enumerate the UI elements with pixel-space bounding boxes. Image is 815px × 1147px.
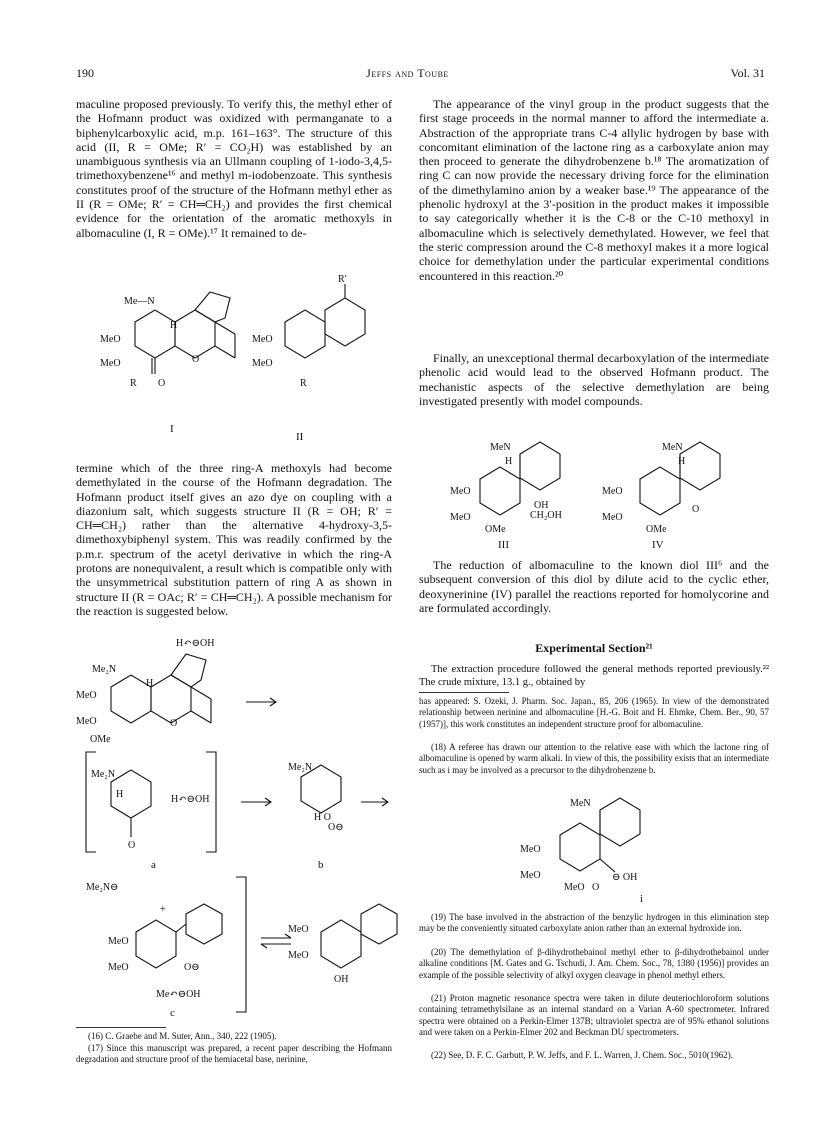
footnote-rule-right — [419, 692, 509, 693]
caption-III: III — [498, 539, 509, 551]
me-n-label-I: Me—N — [124, 296, 155, 307]
meo-label-III-1: MeO — [450, 486, 471, 497]
me-oh-label-c: Me↶⊖OH — [156, 989, 201, 1000]
me2n-label-row1: Me₂N — [92, 664, 117, 675]
me2n-label-a: Me₂N — [91, 769, 116, 780]
structure-II — [252, 274, 365, 443]
h-label-a: H — [116, 789, 124, 800]
meo-label-i-2: MeO — [520, 870, 541, 881]
plus-label: + — [160, 904, 166, 915]
o-carbonyl-label-I: O — [158, 378, 166, 389]
meo-label-III-2: MeO — [450, 512, 471, 523]
men-label-III: MeN — [490, 442, 511, 453]
meo-label-product-1: MeO — [288, 924, 309, 935]
o-label-a: O — [128, 840, 136, 851]
o-label-I: O — [192, 354, 200, 365]
structure-III — [450, 442, 562, 551]
structures-I-II — [100, 274, 400, 452]
footnote-19: (19) The base involved in the abstraction of the benzylic hydrogen in this elimination step may be the conveniently situated carboxylate anion rather than an external hydroxide ion. — [419, 912, 769, 934]
footnote-16: (16) C. Graebe and M. Suter, Ann., 340, 222 (1905). — [88, 1031, 277, 1041]
ome-label-III: OMe — [485, 524, 506, 535]
oh-label-III: OH — [534, 500, 549, 511]
meo-label-c-1: MeO — [108, 936, 129, 947]
scheme-row-3 — [86, 877, 397, 1019]
footnote-21: (21) Proton magnetic resonance spectra were taken in dilute deuteriochloroform solutions containing tetramethylsilane as an internal standard on a Varian A-60 spectrometer. Infrared spectra were obtained on a Perkin-Elmer 137B; ultraviolet spectra are of 95% ethanol solutions and were taken on a Perkin-Elmer 202 and Beckman DU spectrometers. — [419, 993, 769, 1037]
caption-I: I — [170, 423, 174, 435]
o-label-i: O — [592, 882, 600, 893]
meo-label-row1-1: MeO — [76, 690, 97, 701]
footnote-18: (18) A referee has drawn our attention to the relative ease with which the lactone ring of albomaculine is opened by warm alkali. In view of this, the possibility exists that an intermediate such as i may be involved as a precursor to the dihydrobenzene b. — [419, 742, 769, 775]
r-prime-label-II: R′ — [338, 274, 347, 285]
structures-III-IV — [430, 434, 760, 554]
structure-i — [520, 790, 720, 905]
men-label-IV: MeN — [662, 442, 683, 453]
right-paragraph-1: The appearance of the vinyl group in the product suggests that the first stage proceeds in the normal manner to afford the intermediate a. Abstraction of the appropriate trans C-4 allylic hydrogen by base with concomitant elimination of the lactone ring as a carboxylate anion may then proceed to generate the dihydrobenzene b.¹⁸ The aromatization of ring C can now provide the necessary driving force for the elimination of the dimethylamino anion by a weaker base.¹⁹ The appearance of the phenolic hydroxyl at the 3′-position in the product makes it impossible to say categorically whether it is the C-8 or the C-10 methoxyl in albomaculine which is selectively demethylated. However, we feel that the steric compression around the C-8 methoxyl makes it a more logical choice for demethylation under the particular experimental conditions encountered in this reaction.²⁰ — [419, 97, 769, 283]
meo-label-i-1: MeO — [520, 844, 541, 855]
right-paragraph-2: Finally, an unexceptional thermal decarboxylation of the intermediate phenolic acid would lead to the observed Hofmann product. The mechanistic aspects of the selective demethylation are being investigated presently with model compounds. — [419, 351, 769, 408]
footnote-17-continued: has appeared: S. Ozeki, J. Pharm. Soc. Japan., 85, 206 (1965). In view of the demonstrated relationship between nerinine and albomaculine [H.-G. Boit and H. Ehmke, Chem. Ber., 90, 57 (1957)], this work constitutes an independent structure proof for albomaculine. — [419, 696, 769, 729]
meo-label-product-2: MeO — [288, 950, 309, 961]
ch2oh-label-III: CH₂OH — [530, 510, 562, 521]
h-label-IV: H — [678, 456, 686, 467]
meo-label-II-1: MeO — [252, 334, 273, 345]
ho-label-b: H O — [314, 812, 331, 823]
men-label-i: MeN — [570, 798, 591, 809]
o-label-row1: O — [170, 718, 178, 729]
caption-II: II — [296, 431, 304, 443]
ome-label-IV: OMe — [646, 524, 667, 535]
meo-label-I-1: MeO — [100, 334, 121, 345]
meo-label-i-3: MeO — [564, 882, 585, 893]
ome-label-row1: OMe — [90, 734, 111, 745]
me2n-label-b: Me₂N — [288, 762, 313, 773]
o-minus-oh-label-i: ⊖ OH — [612, 872, 638, 883]
right-paragraph-3: The reduction of albomaculine to the known diol III⁶ and the subsequent conversion of this diol by dilute acid to the cyclic ether, deoxynerinine (IV) parallel the reactions reported for homolycorine and are formulated accordingly. — [419, 558, 769, 615]
meo-label-IV-2: MeO — [602, 512, 623, 523]
o-minus-label-c: O⊖ — [184, 962, 200, 973]
structure-I — [100, 292, 235, 435]
scheme-row-2 — [86, 752, 388, 871]
h-oh-label-row1: H↶⊖OH — [176, 638, 215, 649]
o-minus-label-b: O⊖ — [328, 822, 344, 833]
experimental-paragraph: The extraction procedure followed the general methods reported previously.²² The crude mixture, 13.1 g., obtained by — [419, 664, 769, 688]
meo-label-c-2: MeO — [108, 962, 129, 973]
caption-c: c — [170, 1007, 175, 1019]
left-paragraph-1: maculine proposed previously. To verify this, the methyl ether of the Hofmann product was oxidized with permanganate to a biphenylcarboxylic acid, m.p. 161–163°. The structure of this acid (II, R = OMe; R′ = CO₂H) was established by an unambiguous synthesis via an Ullmann coupling of 1-iodo-3,4,5-trimethoxybenzene¹⁶ and methyl m-iodobenzoate. This synthesis constitutes proof of the structure of the Hofmann methyl ether as II (R = OMe; R′ = CH═CH₂) and provides the first chemical evidence for the orientation of the aromatic methoxyls in albomaculine (I, R = OMe).¹⁷ It remained to de- — [76, 97, 392, 240]
o-label-IV: O — [692, 504, 700, 515]
meo-label-row1-2: MeO — [76, 716, 97, 727]
r-label-I: R — [130, 378, 137, 389]
footnote-22: (22) See, D. F. C. Garbutt, P. W. Jeffs, and F. L. Warren, J. Chem. Soc., 5010(1962). — [431, 1050, 733, 1060]
left-paragraph-2: termine which of the three ring-A methoxyls had become demethylated in the course of the Hofmann degradation. The Hofmann product itself gives an azo dye on coupling with a diazonium salt, which suggests structure II (R = OH; R′ = CH═CH₂) rather than the alternative 4-hydroxy-3,5-dimethoxybiphenyl system. This was readily confirmed by the p.m.r. spectrum of the acetyl derivative in which the ring-A protons are nonequivalent, a result which is compatible only with the unsymmetrical substitution pattern of ring A as shown in structure II (R = OAc; R′ = CH═CH₂). A possible mechanism for the reaction is suggested below. — [76, 461, 392, 618]
meo-label-IV-1: MeO — [602, 486, 623, 497]
footnote-17: (17) Since this manuscript was prepared, a recent paper describing the Hofmann degradation and structure proof of the hemiacetal base, nerinine, — [76, 1043, 392, 1065]
caption-i: i — [640, 893, 644, 905]
running-title: Jeffs and Toube — [366, 66, 449, 80]
scheme-row-1 — [76, 638, 276, 745]
caption-IV: IV — [652, 539, 664, 551]
oh-label-product: OH — [334, 974, 349, 985]
h-oh-label-a: H↶⊖OH — [171, 794, 210, 805]
structure-IV — [602, 442, 720, 551]
footnote-20: (20) The demethylation of β-dihydrothebainol methyl ether to β-dihydrothebainol under alkaline conditions [M. Gates and G. Tschudi, J. Am. Chem. Soc., 78, 1380 (1956)] provides an example of the possible selectivity of alkyl oxygen cleavage in phenol methyl ethers. — [419, 947, 769, 980]
r-label-II: R — [300, 378, 307, 389]
page-number: 190 — [76, 66, 94, 80]
experimental-section-title: Experimental Section²¹ — [535, 641, 653, 655]
mechanism-scheme — [76, 632, 392, 1022]
caption-b: b — [318, 859, 324, 871]
h-label-I: H — [170, 320, 178, 331]
volume-label: Vol. 31 — [730, 66, 765, 80]
h-label-III: H — [505, 456, 513, 467]
meo-label-I-2: MeO — [100, 358, 121, 369]
footnote-rule-left — [76, 1027, 166, 1028]
meo-label-II-2: MeO — [252, 358, 273, 369]
h-label-row1: H — [146, 678, 154, 689]
me2n-minus-label: Me₂N⊖ — [86, 882, 119, 893]
caption-a: a — [151, 859, 156, 871]
